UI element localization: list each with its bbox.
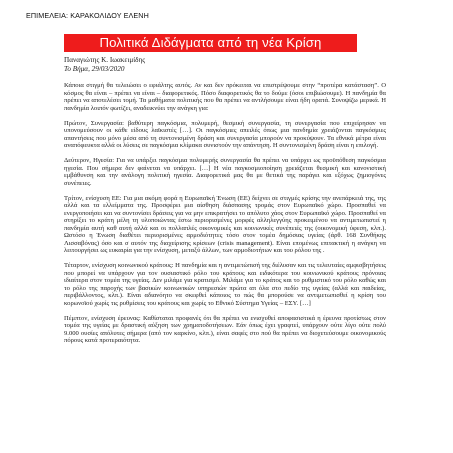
paragraph-welfare-state: Τέταρτον, ενίσχυση κοινωνικού κράτους: Η πανδημία και η αντιμετώπισή της διέλυσαν και τις τελευταίες αμφισβητήσεις που μπορεί να υπάρχουν για τον ουσιαστικό ρόλο του κράτους και ειδικότερα του κοινωνικού κράτους πρόνοιας ιδιαίτερα στον τομέα της υγείας. Δεν μιλάμε για κρατισμό. Μιλάμε για το κράτος και το ρυθμιστικό του ρόλο καθώς και το ρόλο της παροχής των βασικών κοινωνικών υπηρεσιών πρώτα απ όλα στο πεδίο της υγείας (αλλά και παιδείας, περιβάλλοντος, κλπ.). Είναι αδιανόητο να σκεφθεί κάποιος το πώς θα μπορούσε να αντιμετωπισθεί η κρίση του κορωνοϊού χωρίς τις ρυθμίσεις του κράτους και χωρίς το Εθνικό Σύστημα Υγείας – ΕΣΥ. […] xyxy=(64,262,386,307)
editor-credit: ΕΠΙΜΕΛΕΙΑ: ΚΑΡΑΚΟΛΙΔΟΥ ΕΛΕΝΗ xyxy=(26,11,149,20)
article-source: Το Βήμα, 29/03/2020 xyxy=(64,65,125,73)
paragraph-eu-strengthening: Τρίτον, ενίσχυση ΕΕ: Για μια ακόμη φορά η Ευρωπαϊκή Ένωση (ΕΕ) δείχνει σε στιγμές κρίσης την ανεπάρκειά της, της αλλά και τα ελλείμματα της. Προσφέρει μια αίσθηση διάσπασης τρομάς στον Ευρωπαϊκό χώρο. Προσπαθεί να ενεργοποιήσει και να συντονίσει δράσεις για να μην επικρατήσει το απόλυτο χάος στον Ευρωπαϊκό χώρο. Προσπαθεί να στηρίξει το κράτη μέλη τη υλοποιώντας έστω περιορισμένες μορφές αλληλεγγύης προκειμένου να αντιμετωπιστεί η πανδημία αυτή καθ αυτή αλλά και οι πολλαπλές οικονομικές και κοινωνικές συνέπειές της (οικονομική ύφεση, κλπ.). Ωστόσο η Ένωση διαθέτει περιορισμένες αρμοδιότητες τόσο στον τομέα δημόσιας υγείας (άρθ. 168 Συνθήκης Λισσαβόνας) όσο και σ αυτόν της διαχείρισης κρίσεων (crisis management). Είναι επομένως επιτακτική η ανάγκη να λειτουργήσει ως ευκαιρία για την ενίσχυση, μεταξύ άλλων, των αρμοδιοτήτων και του ρόλου της . xyxy=(64,194,386,254)
paragraph-intro: Κάποια στιγμή θα τελειώσει ο εφιάλτης αυτός. Αν και δεν πρόκειται να επιστρέψουμε στην “προτέρα κατάσταση”. Ο κόσμος θα είναι – πρέπει να είναι – διαφορετικός. Πόσο διαφορετικός θα το δούμε (όσοι επιβιώσουμε). Η πανδημία θα πρέπει να αποτελέσει τομή. Τα μαθήματα πολιτικής που θα πρέπει να αντλήσουμε είναι ήδη ορατά. Συνοψίζω μερικά. Η πανδημία λοιπόν φωτίζει, αναδεικνύει την ανάγκη για: xyxy=(64,82,386,112)
paragraph-research: Πέμπτον, ενίσχυση έρευνας: Καθίσταται προφανές ότι θα πρέπει να ενισχυθεί αποφασιστικά η έρευνα προτίστως στον τομέα της υγείας με δραστική αύξηση των χρηματοδοτήσεων. Εάν όπως έχει γραφτεί, υπάρχουν ούτε λίγο ούτε πολύ 9.000 ουσίες απόλυτες σήμερα (από τον καρκίνο, κλπ.), είναι σαφές στο πού θα πρέπει να διοχετεύσουμε οικονομικούς πόρους κατά προτεραιότητα. xyxy=(64,314,386,344)
article-author: Παναγιώτης Κ. Ιωακειμίδης xyxy=(64,56,146,64)
paragraph-cooperation: Πρώτον, Συνεργασία: βαθύτερη παγκόσμια, πολυμερή, θεσμική συνεργασία, τη συνεργασία που επιχείρησαν να υπονομεύσουν οι κάθε είδους λαϊκιστές […]. Οι παγκόσμιες απειλές όπως μια πανδημία χρειάζονται παγκόσμιες απαντήσεις που μόνο μέσα από τη συντονισμένη δράση και συνεργασία μπορούν να προκύψουν. Τα εθνικά μέτρα είναι αναπόφευκτα αλλά οι λύσεις σε παγκόσμια κλίμακα συνιστούν την απάντηση. Η συντονισμένη δράση είναι η επιλογή. xyxy=(64,119,386,149)
article-title: Πολιτικά Διδάγματα από τη νέα Κρίση xyxy=(64,34,357,52)
paragraph-leadership: Δεύτερον, Ηγεσία: Για να υπάρξει παγκόσμια πολυμερής συνεργασία θα πρέπει να υπάρχει ως προϋπόθεση παγκόσμια ηγεσία. Που σήμερα δεν φαίνεται να υπάρχει. […] Η νέα παγκοσμιοποίηση χρειάζεται θεσμική και κανονιστική εμβάθυνση και την ανάλογη πολιτική ηγεσία. Διαφορετικά μας θα με θετικά της παράγει και εξόχως ζημιογόνες συνέπειες. xyxy=(64,157,386,187)
article-body xyxy=(64,82,386,352)
